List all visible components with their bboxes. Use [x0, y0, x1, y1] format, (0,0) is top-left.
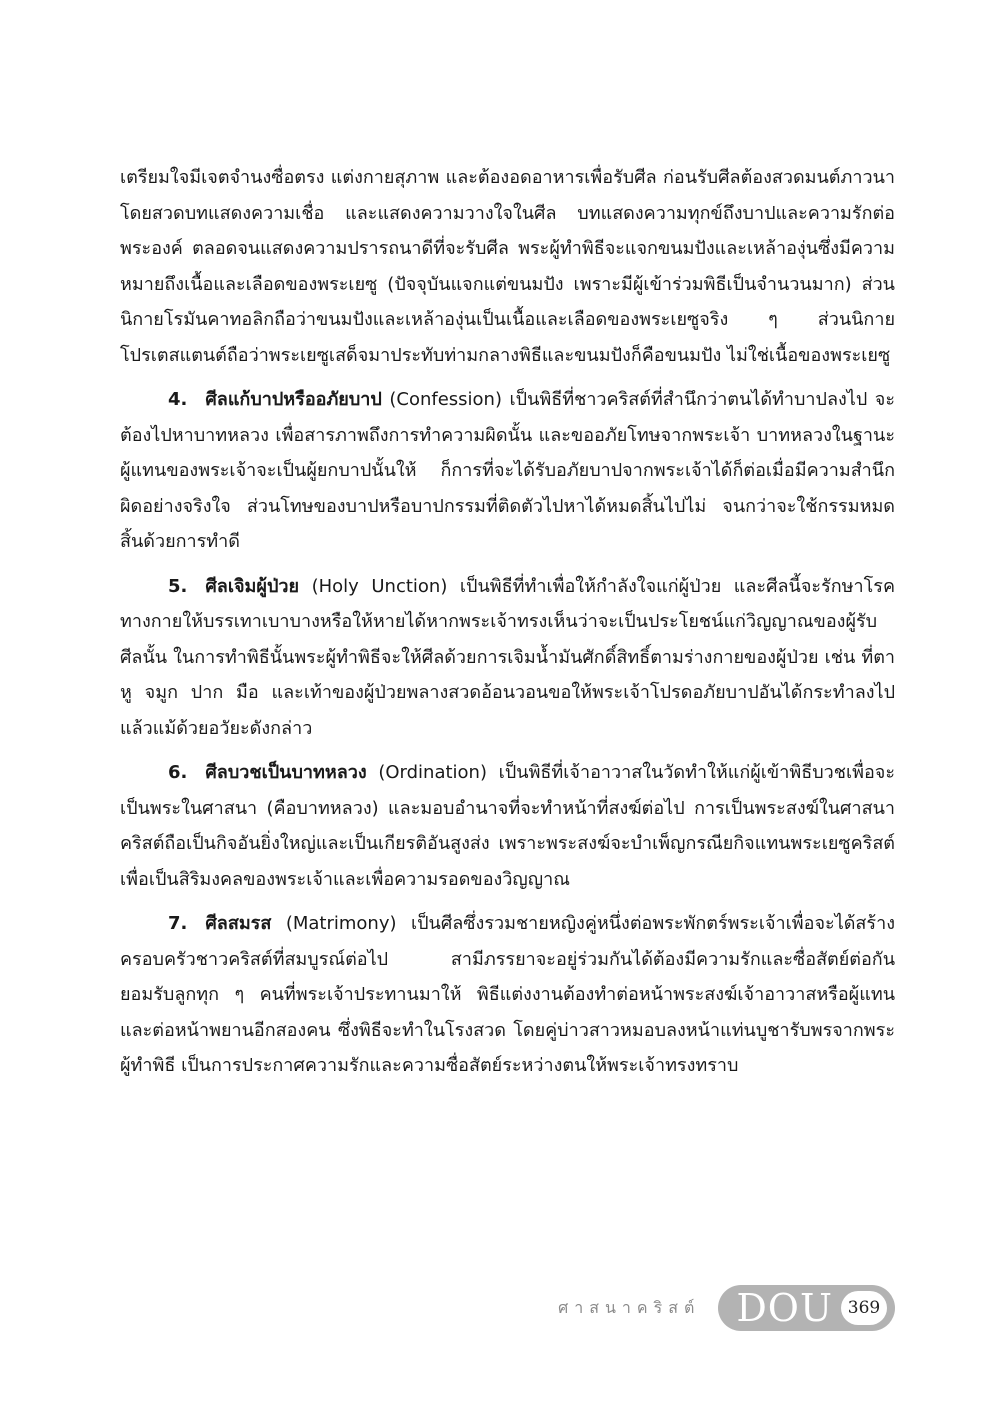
footer-badge: [718, 1285, 895, 1331]
item-term: ศีลแก้บาปหรืออภัยบาป: [205, 389, 382, 410]
page-body: [120, 160, 895, 1084]
item-text: เป็นพิธีที่ชาวคริสต์ที่สำนึกว่าตนได้ทำบาปลงไป จะต้องไปหาบาทหลวง เพื่อสารภาพถึงการทำความผิดนั้น และขออภัยโทษจากพระเจ้า บาทหลวงในฐานะผู้แทนของพระเจ้าจะเป็นผู้ยกบาปนั้นให้ ก็การที่จะได้รับอภัยบาปจากพระเจ้าได้ก็ต่อเมื่อมีความสำนึกผิดอย่างจริงใจ ส่วนโทษของบาปหรือบาปกรรมที่ติดตัวไปหาได้หมดสิ้นไปไม่ จนกว่าจะใช้กรรมหมดสิ้นด้วยการทำดี: [120, 389, 895, 552]
page-footer: [558, 1284, 895, 1332]
sacrament-item-holy-unction: [120, 569, 895, 747]
item-english-term: (Confession): [389, 389, 502, 410]
sacrament-item-matrimony: [120, 906, 895, 1084]
item-text: เป็นพิธีที่ทำเพื่อให้กำลังใจแก่ผู้ป่วย และศีลนี้จะรักษาโรคทางกายให้บรรเทาเบาบางหรือให้หายได้หากพระเจ้าทรงเห็นว่าจะเป็นประโยชน์แก่วิญญาณของผู้รับศีลนั้น ในการทำพิธีนั้นพระผู้ทำพิธีจะให้ศีลด้วยการเจิมน้ำมันศักดิ์สิทธิ์ตามร่างกายของผู้ป่วย เช่น ที่ตา หู จมูก ปาก มือ และเท้าของผู้ป่วยพลางสวดอ้อนวอนขอให้พระเจ้าโปรดอภัยบาปอันได้กระทำลงไปแล้วแม้ด้วยอวัยะดังกล่าว: [120, 575, 895, 739]
item-number: 4.: [168, 389, 188, 410]
dou-logo: DOU: [736, 1286, 833, 1330]
item-number: 5.: [168, 575, 188, 597]
item-text: เป็นศีลซึ่งรวมชายหญิงคู่หนึ่งต่อพระพักตร์พระเจ้าเพื่อจะได้สร้างครอบครัวชาวคริสต์ที่สมบูรณ์ต่อไป สามีภรรยาจะอยู่ร่วมกันได้ต้องมีความรักและซื่อสัตย์ต่อกัน ยอมรับลูกทุก ๆ คนที่พระเจ้าประทานมาให้ พิธีแต่งงานต้องทำต่อหน้าพระสงฆ์เจ้าอาวาสหรือผู้แทน และต่อหน้าพยานอีกสองคน ซึ่งพิธีจะทำในโรงสวด โดยคู่บ่าวสาวหมอบลงหน้าแท่นบูชารับพรจากพระผู้ทำพิธี เป็นการประกาศความรักและความซื่อสัตย์ระหว่างตนให้พระเจ้าทรงทราบ: [120, 913, 895, 1076]
sacrament-item-confession: [120, 382, 895, 560]
item-number: 7.: [168, 913, 188, 934]
item-term: ศีลบวชเป็นบาทหลวง: [205, 762, 367, 783]
item-term: ศีลสมรส: [205, 913, 272, 934]
intro-paragraph: เตรียมใจมีเจตจำนงซื่อตรง แต่งกายสุภาพ และต้องอดอาหารเพื่อรับศีล ก่อนรับศีลต้องสวดมนต์ภาวนาโดยสวดบทแสดงความเชื่อ และแสดงความวางใจในศีล บทแสดงความทุกข์ถึงบาปและความรักต่อพระองค์ ตลอดจนแสดงความปรารถนาดีที่จะรับศีล พระผู้ทำพิธีจะแจกขนมปังและเหล้าองุ่นซึ่งมีความหมายถึงเนื้อและเลือดของพระเยซู (ปัจจุบันแจกแต่ขนมปัง เพราะมีผู้เข้าร่วมพิธีเป็นจำนวนมาก) ส่วนนิกายโรมันคาทอลิกถือว่าขนมปังและเหล้าองุ่นเป็นเนื้อและเลือดของพระเยซูจริง ๆ ส่วนนิกายโปรเตสแตนต์ถือว่าพระเยซูเสด็จมาประทับท่ามกลางพิธีและขนมปังก็คือขนมปัง ไม่ใช่เนื้อของพระเยซู: [120, 167, 895, 366]
item-english-term: (Ordination): [378, 762, 487, 783]
sacrament-item-ordination: [120, 755, 895, 897]
item-english-term: (Holy Unction): [311, 575, 448, 597]
page-number: 369: [841, 1291, 887, 1325]
footer-subject-title: ศาสนาคริสต์: [558, 1297, 701, 1317]
item-text: เป็นพิธีที่เจ้าอาวาสในวัดทำให้แก่ผู้เข้าพิธีบวชเพื่อจะเป็นพระในศาสนา (คือบาทหลวง) และมอบอำนาจที่จะทำหน้าที่สงฆ์ต่อไป การเป็นพระสงฆ์ในศาสนาคริสต์ถือเป็นกิจอันยิ่งใหญ่และเป็นเกียรติอันสูงส่ง เพราะพระสงฆ์จะบำเพ็ญกรณียกิจแทนพระเยซูคริสต์เพื่อเป็นสิริมงคลของพระเจ้าและเพื่อความรอดของวิญญาณ: [120, 762, 895, 890]
item-english-term: (Matrimony): [285, 913, 397, 934]
item-number: 6.: [168, 762, 188, 783]
item-term: ศีลเจิมผู้ป่วย: [205, 575, 300, 597]
